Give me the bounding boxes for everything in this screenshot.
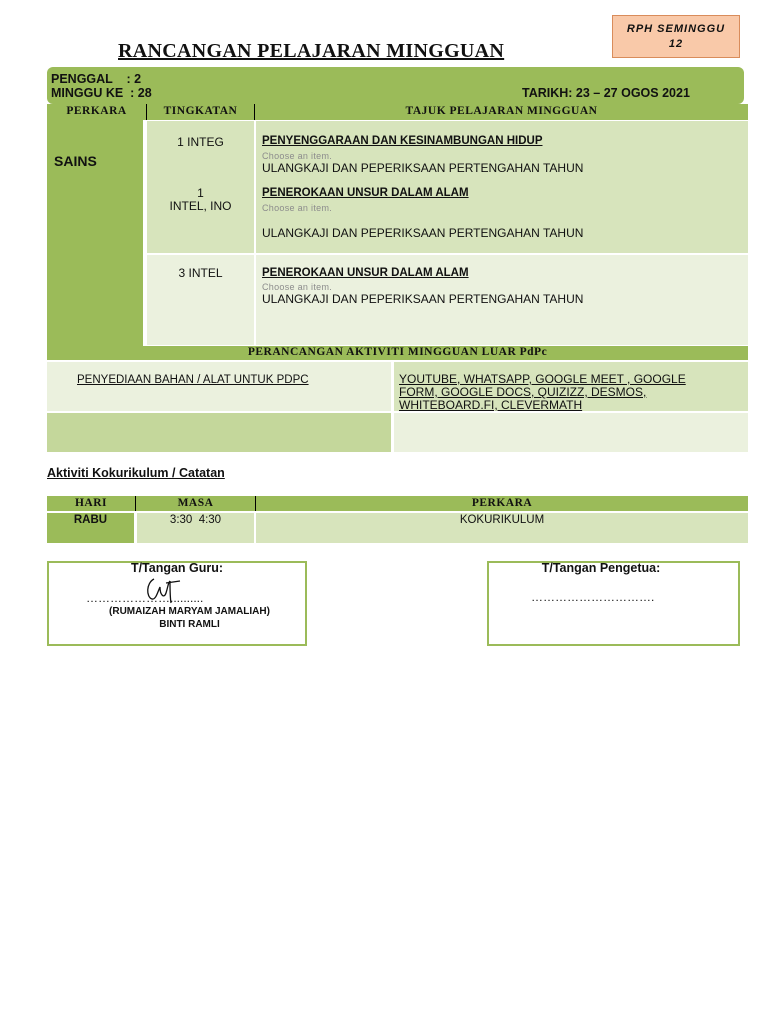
tools-line: WHITEBOARD.FI, CLEVERMATH bbox=[399, 398, 583, 412]
page-title: RANCANGAN PELAJARAN MINGGUAN bbox=[118, 40, 505, 62]
pengetua-signature-label: T/Tangan Pengetua: bbox=[541, 561, 661, 575]
topic-description: ULANGKAJI DAN PEPERIKSAAN PERTENGAHAN TAHUN bbox=[262, 226, 584, 240]
subject-name: SAINS bbox=[54, 153, 97, 169]
level-label: 1 bbox=[197, 186, 204, 200]
topic-dropdown-placeholder[interactable]: Choose an item. bbox=[262, 151, 333, 161]
rph-week-badge bbox=[612, 15, 740, 58]
rph-badge-label: RPH SEMINGGU bbox=[626, 23, 726, 35]
perkara-value: KOKURIKULUM bbox=[459, 514, 545, 526]
guru-signature-dots: ………………….......... bbox=[86, 591, 204, 605]
col-tajuk-header: TAJUK PELAJARAN MINGGUAN bbox=[405, 105, 598, 117]
col-perkara-header: PERKARA bbox=[471, 497, 533, 509]
hari-value: RABU bbox=[73, 514, 108, 526]
topic-dropdown-placeholder[interactable]: Choose an item. bbox=[262, 203, 333, 213]
bahan-label-cell bbox=[47, 362, 391, 411]
aktiviti-heading: PERANCANGAN AKTIVITI MINGGUAN LUAR PdPc bbox=[247, 346, 548, 358]
col-perkara-header: PERKARA bbox=[66, 105, 127, 117]
minggu-field: MINGGU KE : 28 bbox=[51, 86, 152, 100]
guru-name: BINTI RAMLI bbox=[159, 619, 220, 630]
pengetua-signature-dots: …………………………. bbox=[531, 590, 655, 604]
empty-cell bbox=[394, 413, 748, 452]
topic-title: PENYENGGARAAN DAN KESINAMBUNGAN HIDUP bbox=[262, 135, 543, 147]
topic-title: PENEROKAAN UNSUR DALAM ALAM bbox=[262, 267, 469, 279]
tools-line: FORM, GOOGLE DOCS, QUIZIZZ, DESMOS, bbox=[399, 385, 647, 399]
col-masa-header: MASA bbox=[177, 497, 214, 509]
level-label: 3 INTEL bbox=[178, 266, 223, 280]
col-hari-header: HARI bbox=[74, 497, 108, 509]
empty-cell bbox=[47, 413, 391, 452]
tools-line: YOUTUBE, WHATSAPP, GOOGLE MEET , GOOGLE bbox=[399, 372, 686, 386]
col-tingkatan-header: TINGKATAN bbox=[163, 105, 238, 117]
kokurikulum-heading: Aktiviti Kokurikulum / Catatan bbox=[47, 466, 225, 480]
topic-title: PENEROKAAN UNSUR DALAM ALAM bbox=[262, 187, 469, 199]
bahan-label: PENYEDIAAN BAHAN / ALAT UNTUK PDPC bbox=[77, 374, 309, 386]
topic-dropdown-placeholder[interactable]: Choose an item. bbox=[262, 282, 333, 292]
guru-name: (RUMAIZAH MARYAM JAMALIAH) bbox=[109, 606, 270, 617]
rph-badge-number: 12 bbox=[668, 38, 684, 50]
topic-description: ULANGKAJI DAN PEPERIKSAAN PERTENGAHAN TAHUN bbox=[262, 292, 584, 306]
tarikh-field: TARIKH: 23 – 27 OGOS 2021 bbox=[522, 86, 690, 100]
level-label: INTEL, INO bbox=[169, 199, 232, 213]
penggal-field: PENGGAL : 2 bbox=[51, 72, 142, 86]
level-label: 1 INTEG bbox=[177, 135, 224, 149]
masa-value: 3:30 4:30 bbox=[169, 514, 222, 526]
topic-description: ULANGKAJI DAN PEPERIKSAAN PERTENGAHAN TAHUN bbox=[262, 161, 584, 175]
guru-signature-label: T/Tangan Guru: bbox=[130, 561, 224, 575]
